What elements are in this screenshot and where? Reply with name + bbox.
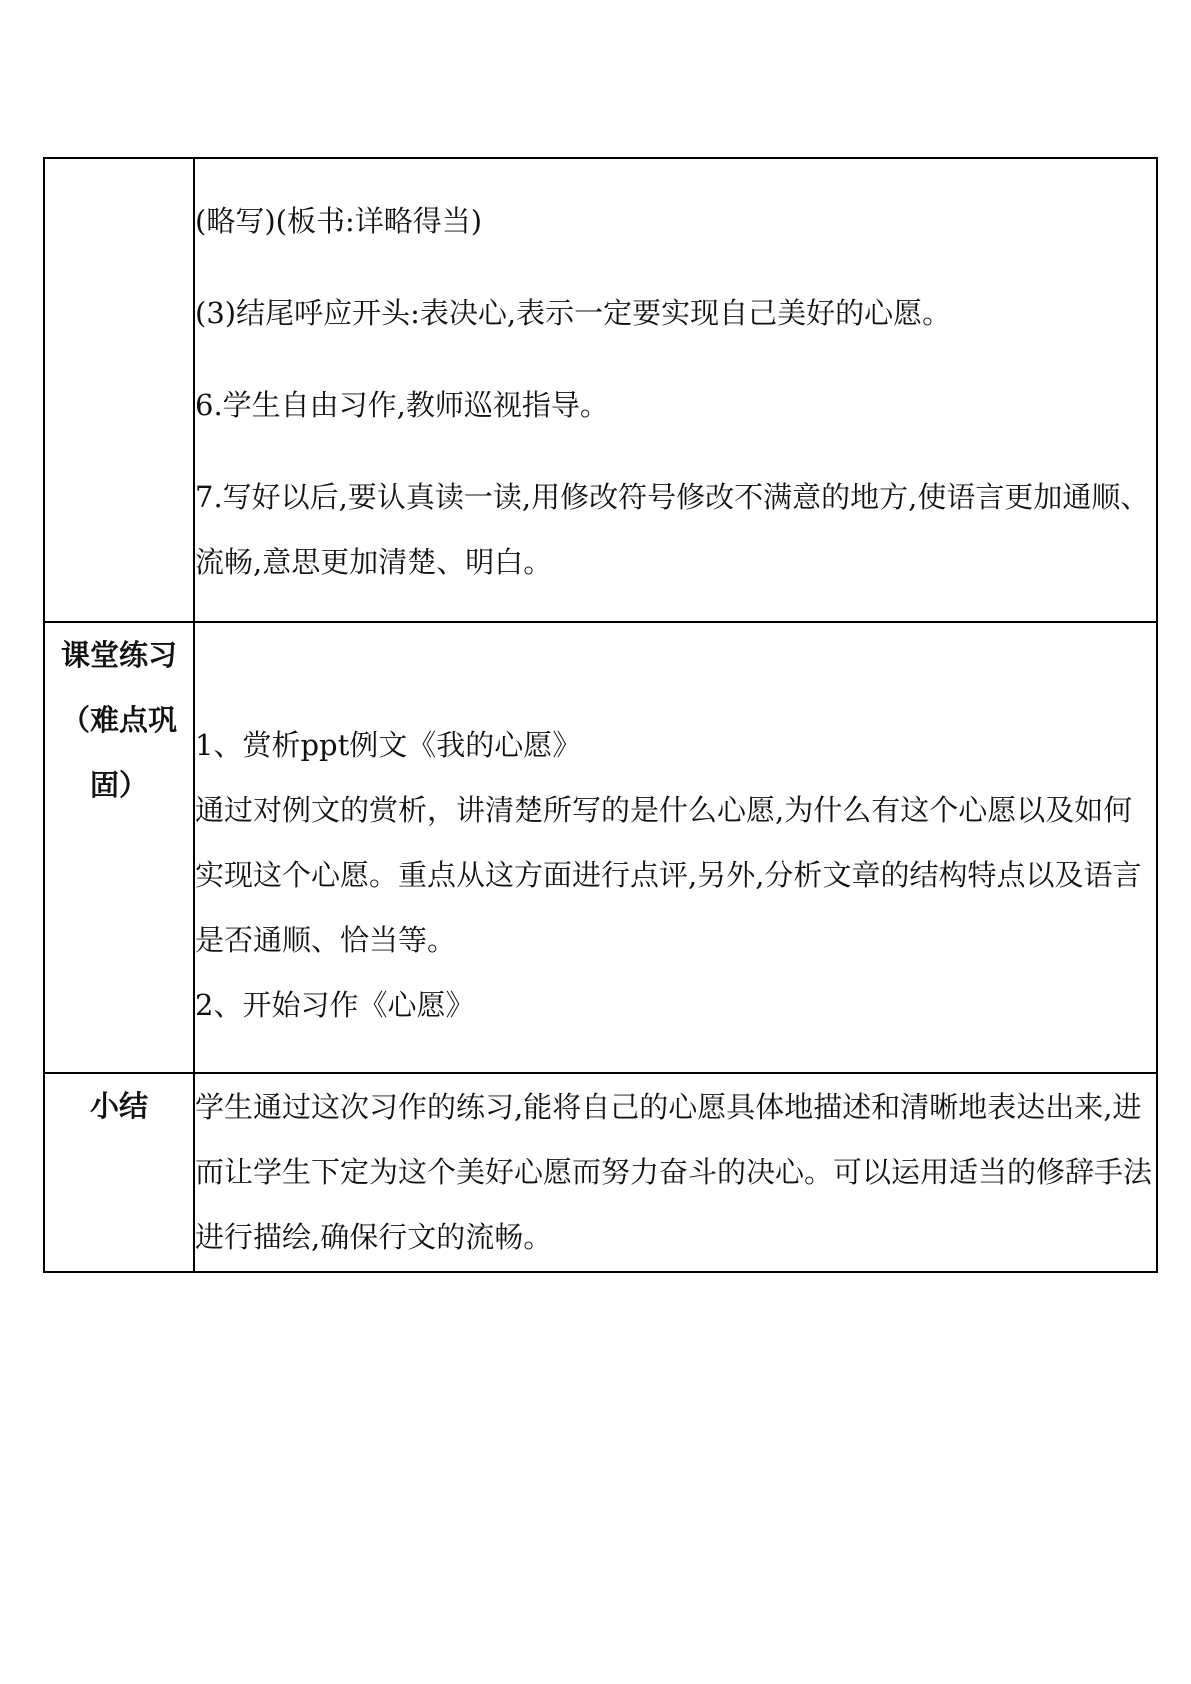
content-line: (3)结尾呼应开头:表决心,表示一定要实现自己美好的心愿。 bbox=[195, 296, 952, 330]
row-label-classroom-practice bbox=[44, 622, 194, 1073]
label-line: 固） bbox=[89, 768, 148, 802]
row-label-summary bbox=[44, 1073, 194, 1272]
lesson-plan-table bbox=[43, 157, 1158, 1273]
content-line: (略写)(板书:详略得当) bbox=[195, 204, 483, 238]
label-line: 小结 bbox=[89, 1089, 148, 1123]
table-row-summary bbox=[44, 1073, 1157, 1272]
table-row-writing-steps bbox=[44, 158, 1157, 622]
label-line: （难点巩 bbox=[60, 703, 177, 737]
row-label-empty bbox=[44, 158, 194, 622]
row-content-classroom-practice bbox=[194, 622, 1157, 1073]
row-content-writing-steps bbox=[194, 158, 1157, 622]
row-content-summary bbox=[194, 1073, 1157, 1272]
label-line: 课堂练习 bbox=[60, 638, 177, 672]
table-row-classroom-practice bbox=[44, 622, 1157, 1073]
content-line: 7.写好以后,要认真读一读,用修改符号修改不满意的地方,使语言更加通顺、流畅,意思更加清楚、明白。 bbox=[195, 480, 1150, 579]
content-line: 通过对例文的赏析，讲清楚所写的是什么心愿,为什么有这个心愿以及如何实现这个心愿。重点从这方面进行点评,另外,分析文章的结构特点以及语言是否通顺、恰当等。 bbox=[195, 793, 1142, 957]
content-line: 2、开始习作《心愿》 bbox=[195, 988, 475, 1022]
content-line: 学生通过这次习作的练习,能将自己的心愿具体地描述和清晰地表达出来,进而让学生下定为这个美好心愿而努力奋斗的决心。可以运用适当的修辞手法进行描绘,确保行文的流畅。 bbox=[195, 1090, 1153, 1254]
content-line: 1、赏析ppt例文《我的心愿》 bbox=[195, 728, 582, 762]
content-line: 6.学生自由习作,教师巡视指导。 bbox=[195, 388, 609, 422]
